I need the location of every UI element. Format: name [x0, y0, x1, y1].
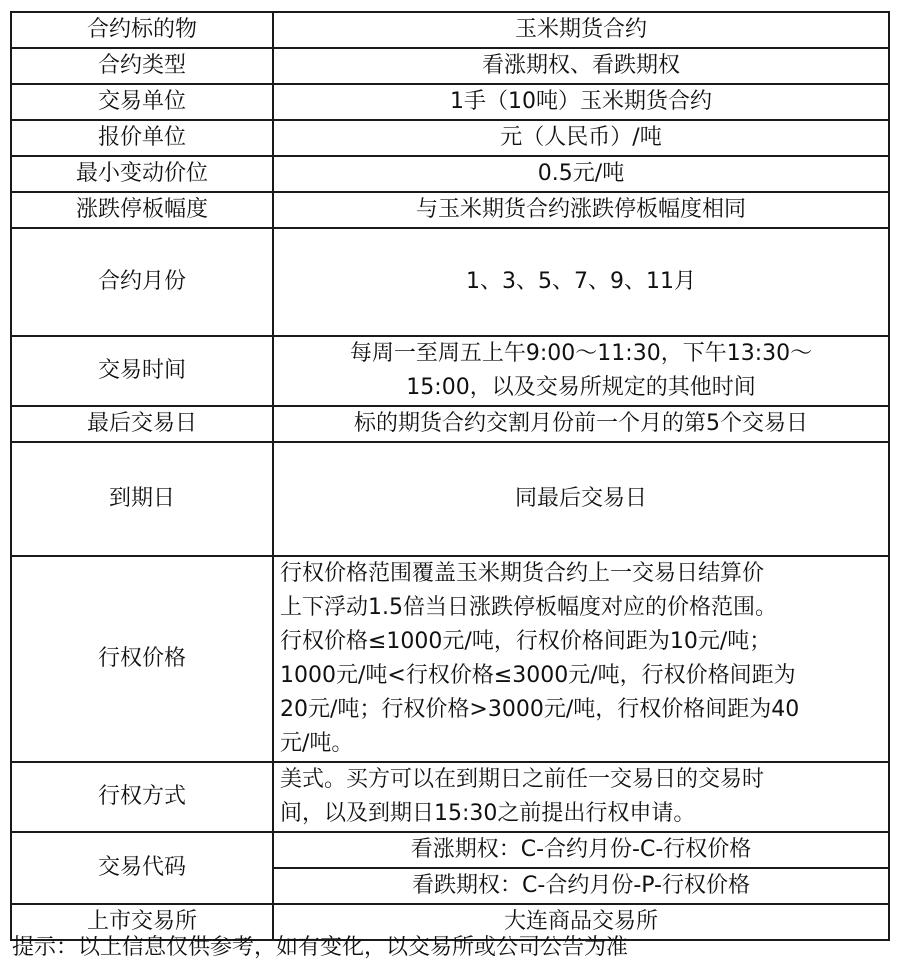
value-line: 美式。买方可以在到期日之前任一交易日的交易时 — [280, 767, 765, 792]
table-row — [11, 762, 889, 832]
row-label: 最后交易日 — [11, 406, 273, 442]
table-row — [11, 192, 889, 228]
table-row — [11, 336, 889, 406]
row-label: 交易单位 — [11, 84, 273, 120]
row-label: 行权方式 — [11, 762, 273, 832]
row-label: 到期日 — [11, 442, 273, 556]
row-label: 报价单位 — [11, 120, 273, 156]
table-row — [11, 406, 889, 442]
table-row — [11, 156, 889, 192]
value-line: 上下浮动1.5倍当日涨跌停板幅度对应的价格范围。 — [280, 595, 777, 620]
table-row — [11, 556, 889, 762]
disclaimer-note: 提示：以上信息仅供参考，如有变化，以交易所或公司公告为准 — [12, 935, 629, 960]
value-line: 行权价格范围覆盖玉米期货合约上一交易日结算价 — [280, 561, 765, 586]
row-value: 看涨期权：C-合约月份-C-行权价格 — [273, 832, 889, 868]
row-value: 与玉米期货合约涨跌停板幅度相同 — [273, 192, 889, 228]
row-value — [273, 336, 889, 406]
row-value: 看跌期权：C-合约月份-P-行权价格 — [273, 868, 889, 904]
value-line: 间，以及到期日15:30之前提出行权申请。 — [280, 801, 696, 826]
value-line: 行权价格≤1000元/吨，行权价格间距为10元/吨； — [280, 629, 772, 654]
table-row — [11, 84, 889, 120]
row-label: 合约类型 — [11, 48, 273, 84]
row-label: 交易时间 — [11, 336, 273, 406]
table-row — [11, 832, 889, 868]
row-value: 玉米期货合约 — [273, 12, 889, 48]
table-row — [11, 48, 889, 84]
row-value: 标的期货合约交割月份前一个月的第5个交易日 — [273, 406, 889, 442]
row-label: 涨跌停板幅度 — [11, 192, 273, 228]
table-row — [11, 12, 889, 48]
row-value: 元（人民币）/吨 — [273, 120, 889, 156]
row-value — [273, 762, 889, 832]
row-label: 合约月份 — [11, 228, 273, 336]
row-value: 0.5元/吨 — [273, 156, 889, 192]
table-row — [11, 228, 889, 336]
row-value: 大连商品交易所 — [273, 904, 889, 940]
row-label: 交易代码 — [11, 832, 273, 904]
option-contract-spec-table — [10, 11, 890, 941]
row-label: 最小变动价位 — [11, 156, 273, 192]
row-label: 合约标的物 — [11, 12, 273, 48]
row-value — [273, 556, 889, 762]
value-line: 20元/吨；行权价格>3000元/吨，行权价格间距为40 — [280, 697, 800, 722]
table-row — [11, 120, 889, 156]
value-line: 15:00，以及交易所规定的其他时间 — [406, 375, 756, 400]
table-row — [11, 442, 889, 556]
row-label: 上市交易所 — [11, 904, 273, 940]
row-label: 行权价格 — [11, 556, 273, 762]
row-value: 1、3、5、7、9、11月 — [273, 228, 889, 336]
value-line: 1000元/吨<行权价格≤3000元/吨，行权价格间距为 — [280, 663, 796, 688]
row-value: 看涨期权、看跌期权 — [273, 48, 889, 84]
row-value: 1手（10吨）玉米期货合约 — [273, 84, 889, 120]
row-value: 同最后交易日 — [273, 442, 889, 556]
value-line: 每周一至周五上午9:00～11:30，下午13:30～ — [349, 341, 813, 366]
value-line: 元/吨。 — [280, 731, 354, 756]
